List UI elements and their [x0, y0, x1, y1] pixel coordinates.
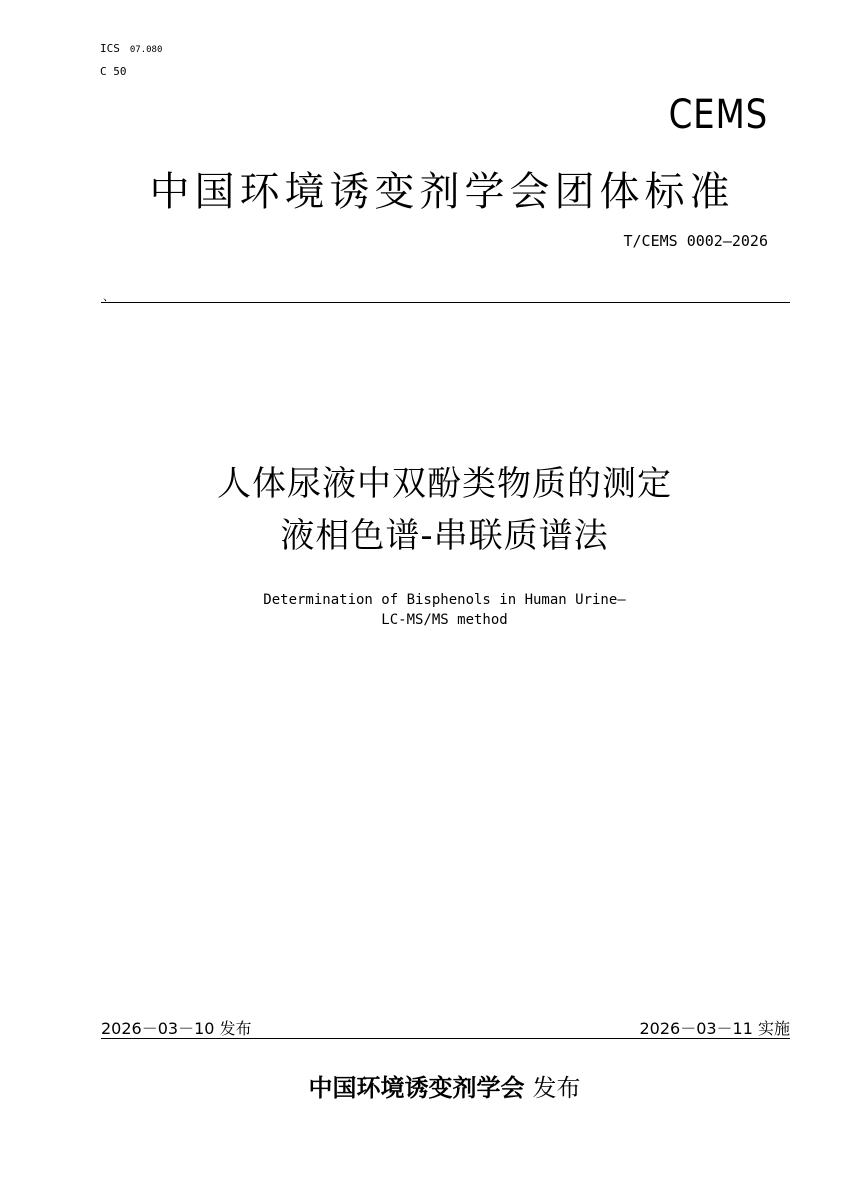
ccs-code: C 50: [100, 65, 127, 78]
brand-mark: CEMS: [668, 92, 768, 138]
publisher-suffix: 发布: [532, 1074, 581, 1102]
issue-date: 2026－03－10 发布: [101, 1019, 252, 1038]
document-title-en: [100, 590, 789, 630]
publisher-line: [100, 1068, 789, 1103]
top-divider: [101, 302, 790, 303]
bottom-divider: [101, 1038, 790, 1039]
ics-code: 07.080: [129, 45, 163, 55]
title-cn-line2: 液相色谱-串联质谱法: [280, 516, 609, 556]
publisher-name: 中国环境诱变剂学会: [308, 1074, 525, 1102]
title-en-line2: LC-MS/MS method: [381, 612, 508, 628]
org-standard-title: 中国环境诱变剂学会团体标准: [149, 169, 735, 215]
ics-label: ICS: [100, 42, 120, 55]
document-title-cn: [100, 458, 789, 562]
title-cn-line1: 人体尿液中双酚类物质的测定: [217, 464, 672, 504]
title-en-line1: Determination of Bisphenols in Human Urine—: [263, 592, 626, 608]
ics-classification: [100, 42, 162, 55]
standard-number: T/CEMS 0002—2026: [623, 232, 768, 250]
small-mark: 、: [103, 290, 114, 303]
implementation-date: 2026－03－11 实施: [639, 1019, 790, 1038]
